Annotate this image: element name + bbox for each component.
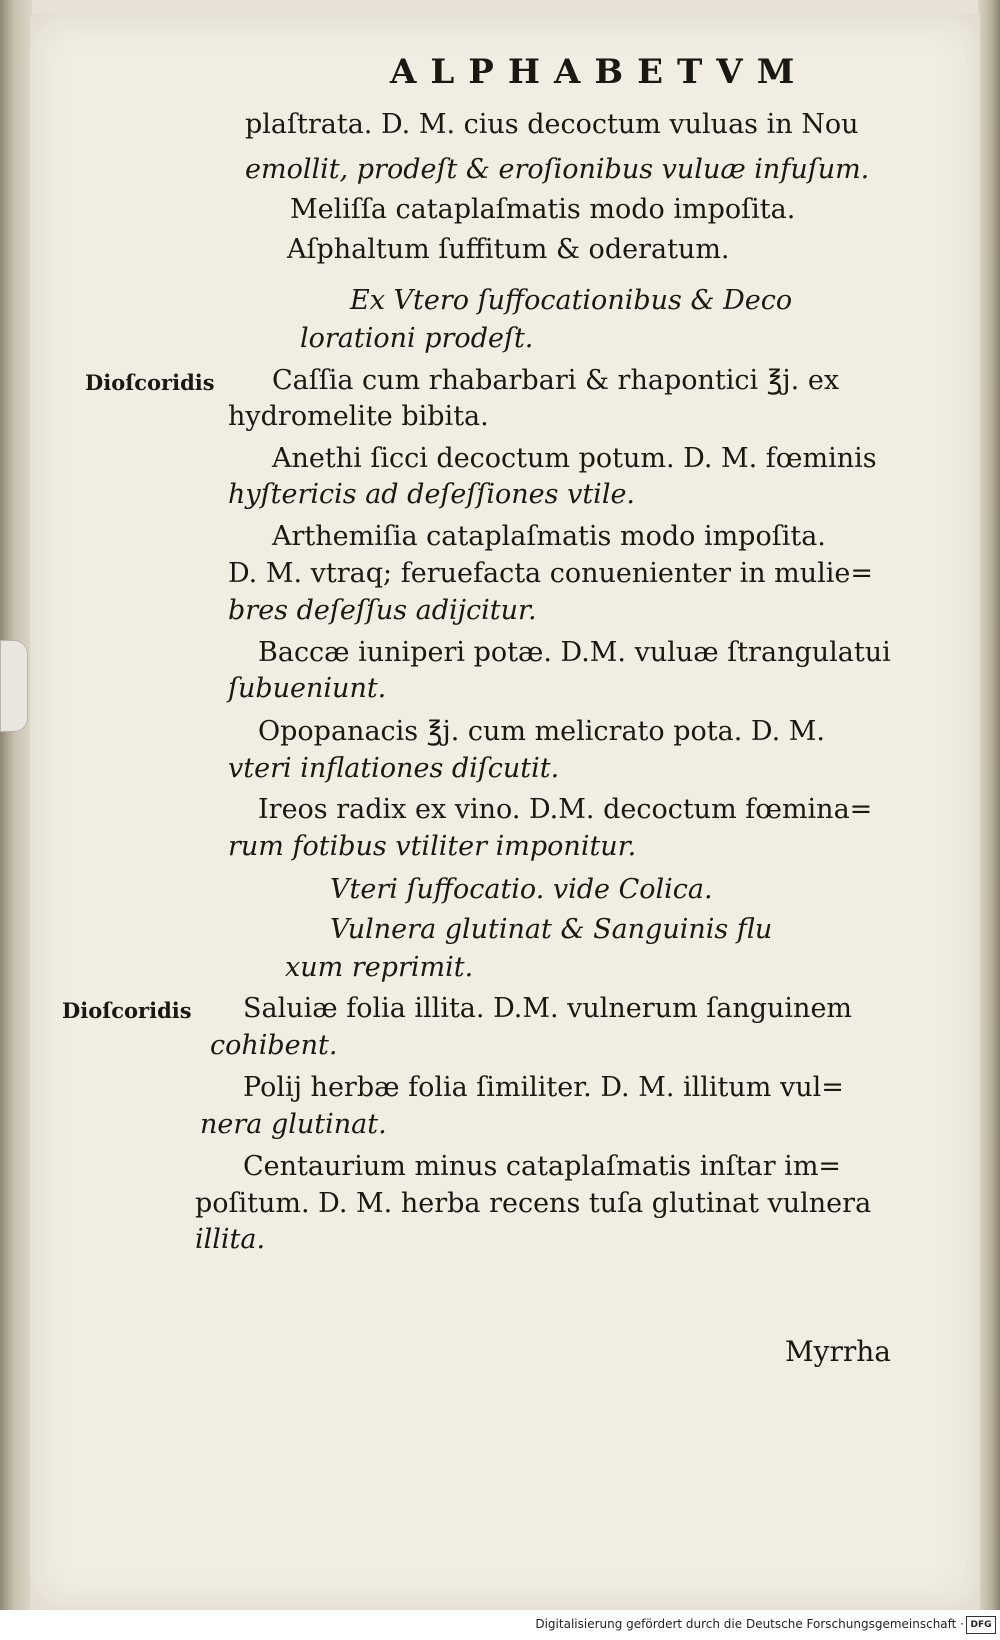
right-page-edge — [978, 0, 1000, 1640]
section-heading: lorationi prodeſt. — [300, 323, 534, 354]
text-line: poſitum. D. M. herba recens tuſa glutinat vulnera — [195, 1188, 872, 1219]
text-line: Meliſſa cataplaſmatis modo impoſita. — [290, 194, 796, 225]
text-line: Arthemiſia cataplaſmatis modo impoſita. — [272, 521, 826, 552]
text-line: Aſphaltum ſuffitum & oderatum. — [287, 234, 730, 265]
text-line: Ireos radix ex vino. D.M. decoctum fœmina= — [258, 794, 873, 825]
text-line: vteri inflationes diſcutit. — [228, 753, 560, 784]
text-line: Saluiæ folia illita. D.M. vulnerum ſanguinem — [243, 993, 853, 1024]
text-line: Caſſia cum rhabarbari & rhapontici ℥j. ex — [272, 365, 840, 396]
text-line: rum fotibus vtiliter imponitur. — [228, 831, 637, 862]
text-line: D. M. vtraq; feruefacta conuenienter in mulie= — [228, 558, 874, 589]
page-clip — [0, 640, 28, 732]
text-line: hydromelite bibita. — [228, 401, 489, 432]
text-line: illita. — [195, 1224, 266, 1255]
section-heading: Vulnera glutinat & Sanguinis flu — [330, 914, 773, 945]
running-head: ALPHABETVM — [390, 52, 809, 92]
footer-credit: Digitalisierung gefördert durch die Deutsche Forschungsgemeinschaft · — [535, 1617, 964, 1631]
text-line: ſubueniunt. — [228, 673, 387, 704]
text-line: emollit, prodeſt & eroſionibus vuluæ infuſum. — [245, 154, 870, 185]
margin-note-dioscoridis: Dioſcoridis — [62, 998, 192, 1023]
section-heading: Ex Vtero ſuffocationibus & Deco — [350, 285, 793, 316]
dfg-logo-icon: DFG — [966, 1616, 996, 1634]
section-heading: xum reprimit. — [285, 952, 474, 983]
text-line: Anethi ſicci decoctum potum. D. M. fœminis — [272, 443, 877, 474]
text-line: nera glutinat. — [200, 1109, 387, 1140]
text-line: bres deſeſſus adijcitur. — [228, 595, 537, 626]
catchword: Myrrha — [785, 1335, 891, 1368]
text-line: hyſtericis ad deſeſſiones vtile. — [228, 479, 636, 510]
text-line: plaſtrata. D. M. cius decoctum vuluas in Nou — [245, 109, 859, 140]
text-line: Polij herbæ folia ſimiliter. D. M. illitum vul= — [243, 1072, 844, 1103]
text-line: Baccæ iuniperi potæ. D.M. vuluæ ſtrangulatui — [258, 637, 891, 668]
section-heading: Vteri ſuffocatio. vide Colica. — [330, 874, 713, 905]
text-line: Opopanacis ℥j. cum melicrato pota. D. M. — [258, 716, 825, 747]
text-line: Centaurium minus cataplaſmatis inſtar im= — [243, 1151, 842, 1182]
margin-note-dioscoridis: Dioſcoridis — [85, 370, 215, 395]
left-page-edge — [0, 0, 32, 1640]
text-line: cohibent. — [210, 1030, 338, 1061]
digitization-footer — [0, 1610, 1000, 1640]
